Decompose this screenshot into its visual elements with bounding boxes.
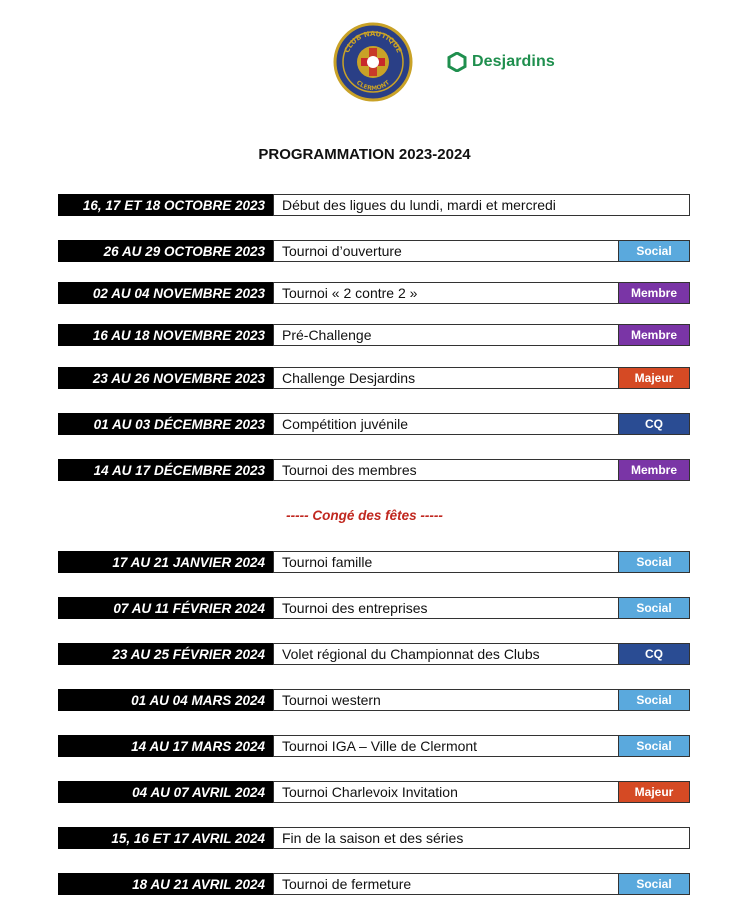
event-date: 16 AU 18 NOVEMBRE 2023 <box>58 324 273 346</box>
event-date: 26 AU 29 OCTOBRE 2023 <box>58 240 273 262</box>
event-category-badge: Majeur <box>618 781 690 803</box>
schedule-row <box>58 413 690 435</box>
event-cell <box>273 827 690 849</box>
desjardins-label: Desjardins <box>472 53 555 70</box>
holiday-break-label: ----- Congé des fêtes ----- <box>286 508 443 523</box>
event-date: 14 AU 17 MARS 2024 <box>58 735 273 757</box>
schedule-row <box>58 597 690 619</box>
club-logo-bottom-text: CLERMONT <box>354 79 392 93</box>
event-cell <box>273 194 690 216</box>
event-category-badge: Membre <box>618 282 690 304</box>
event-category-badge: Social <box>618 735 690 757</box>
desjardins-logo <box>447 52 555 72</box>
event-name: Tournoi Charlevoix Invitation <box>282 784 458 800</box>
event-cell <box>273 643 690 665</box>
desjardins-hexagon-icon <box>447 52 467 72</box>
event-date: 18 AU 21 AVRIL 2024 <box>58 873 273 895</box>
event-category-badge: Membre <box>618 324 690 346</box>
event-cell <box>273 735 690 757</box>
schedule-row <box>58 367 690 389</box>
schedule-row <box>58 827 690 849</box>
header-logos <box>0 22 729 106</box>
event-date: 04 AU 07 AVRIL 2024 <box>58 781 273 803</box>
event-category-badge: CQ <box>618 643 690 665</box>
event-name: Tournoi « 2 contre 2 » <box>282 285 418 301</box>
event-category-badge: Social <box>618 551 690 573</box>
event-cell <box>273 689 690 711</box>
schedule-row <box>58 873 690 895</box>
event-date: 23 AU 26 NOVEMBRE 2023 <box>58 367 273 389</box>
event-cell <box>273 551 690 573</box>
event-cell <box>273 240 690 262</box>
event-cell <box>273 873 690 895</box>
event-name: Volet régional du Championnat des Clubs <box>282 646 540 662</box>
schedule-row <box>58 240 690 262</box>
event-name: Pré-Challenge <box>282 327 372 343</box>
event-date: 01 AU 04 MARS 2024 <box>58 689 273 711</box>
schedule-row <box>58 282 690 304</box>
event-name: Challenge Desjardins <box>282 370 416 386</box>
event-cell <box>273 597 690 619</box>
event-category-badge: Social <box>618 689 690 711</box>
event-name: Tournoi d’ouverture <box>282 243 402 259</box>
event-date: 15, 16 ET 17 AVRIL 2024 <box>58 827 273 849</box>
page-title: PROGRAMMATION 2023-2024 <box>258 146 471 163</box>
schedule-row <box>58 459 690 481</box>
event-name: Début des ligues du lundi, mardi et mercredi <box>282 197 556 213</box>
event-date: 07 AU 11 FÉVRIER 2024 <box>58 597 273 619</box>
event-name: Tournoi des entreprises <box>282 600 428 616</box>
schedule-row <box>58 689 690 711</box>
club-logo-top-text: CLUB NAUTIQUE <box>342 29 404 55</box>
schedule-row <box>58 781 690 803</box>
event-name: Fin de la saison et des séries <box>282 830 464 846</box>
schedule-row <box>58 735 690 757</box>
event-name: Tournoi de fermeture <box>282 876 412 892</box>
event-date: 14 AU 17 DÉCEMBRE 2023 <box>58 459 273 481</box>
event-date: 02 AU 04 NOVEMBRE 2023 <box>58 282 273 304</box>
event-category-badge: Social <box>618 597 690 619</box>
event-name: Tournoi famille <box>282 554 373 570</box>
schedule-row <box>58 324 690 346</box>
schedule-row <box>58 551 690 573</box>
event-name: Tournoi western <box>282 692 381 708</box>
event-category-badge: Social <box>618 240 690 262</box>
event-name: Tournoi des membres <box>282 462 417 478</box>
event-cell <box>273 459 690 481</box>
event-category-badge: Membre <box>618 459 690 481</box>
event-category-badge: CQ <box>618 413 690 435</box>
event-name: Tournoi IGA – Ville de Clermont <box>282 738 478 754</box>
event-date: 16, 17 ET 18 OCTOBRE 2023 <box>58 194 273 216</box>
event-name: Compétition juvénile <box>282 416 409 432</box>
event-cell <box>273 324 690 346</box>
club-logo-icon <box>333 22 413 102</box>
schedule-row <box>58 643 690 665</box>
event-cell <box>273 367 690 389</box>
event-category-badge: Social <box>618 873 690 895</box>
event-cell <box>273 781 690 803</box>
event-date: 23 AU 25 FÉVRIER 2024 <box>58 643 273 665</box>
event-category-badge: Majeur <box>618 367 690 389</box>
schedule-row <box>58 194 690 216</box>
event-cell <box>273 282 690 304</box>
event-cell <box>273 413 690 435</box>
event-date: 01 AU 03 DÉCEMBRE 2023 <box>58 413 273 435</box>
event-date: 17 AU 21 JANVIER 2024 <box>58 551 273 573</box>
